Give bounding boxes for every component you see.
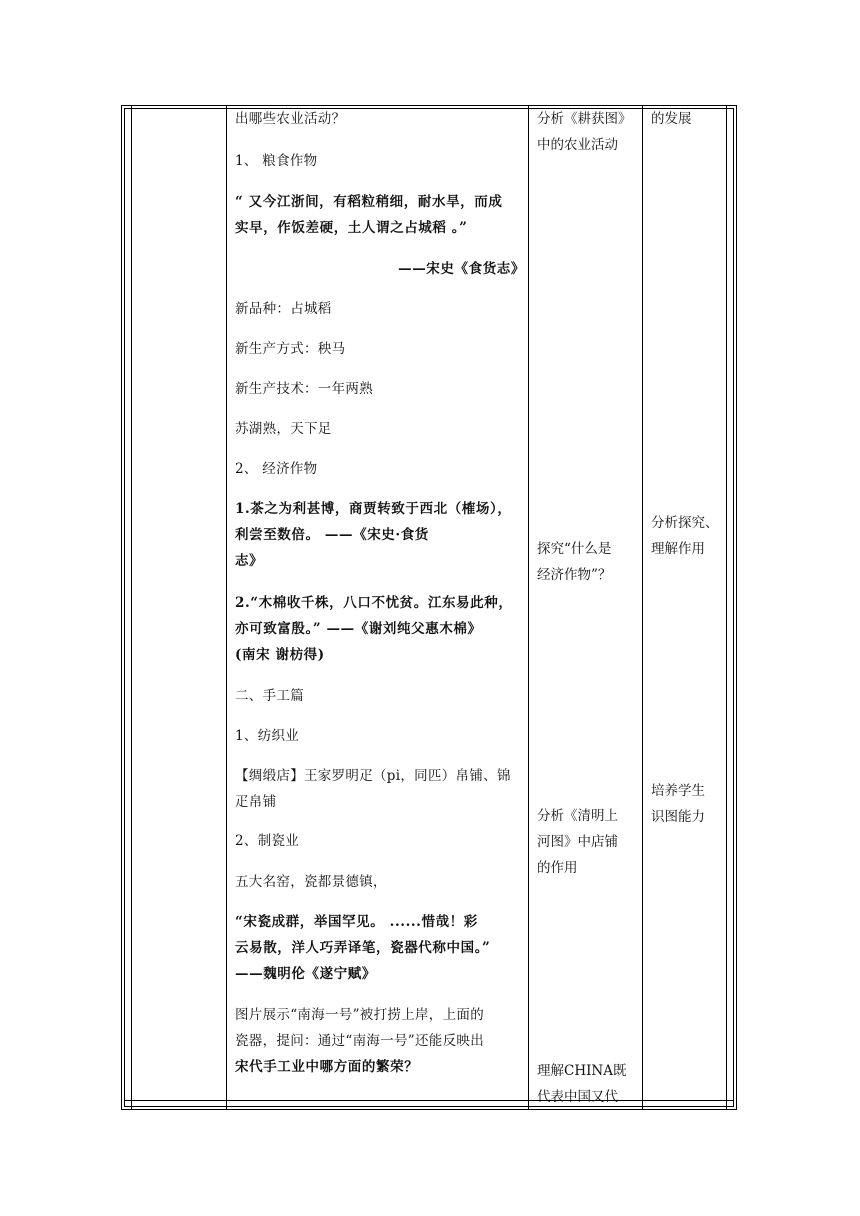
activity-note: 探究“什么是 (537, 541, 612, 557)
column-divider (131, 106, 132, 1109)
quote-line: 云易散，洋人巧弄译笔，瓷器代称中国。” (235, 940, 491, 956)
intent-note: 培养学生 (651, 783, 705, 799)
activity-note: 代表中国又代 (537, 1089, 618, 1105)
quote-line: 利尝至数倍。 ——《宋史·食货 (235, 527, 429, 543)
text-item: 新生产方式：秧马 (235, 341, 346, 357)
text-item: 苏湖熟，天下足 (235, 421, 332, 437)
quote-line: “ 又今江浙间，有稻粒稍细，耐水旱，而成 (235, 194, 503, 210)
quote-line: (南宋 谢枋得) (235, 647, 325, 663)
heading-porcelain: 2、制瓷业 (235, 833, 300, 849)
lesson-plan-table (121, 105, 737, 1110)
heading-handicraft: 二、手工篇 (235, 688, 304, 704)
text-item: 五大名窑，瓷都景德镇， (235, 874, 387, 890)
activity-note: 分析《耕获图》 (537, 111, 632, 127)
intent-note: 理解作用 (651, 541, 705, 557)
heading-cash-crops: 2、 经济作物 (235, 461, 318, 477)
column-divider (726, 106, 727, 1109)
text-item: 疋帛铺 (235, 794, 277, 810)
quote-source: ——宋史《食货志》 (398, 261, 525, 277)
quote-line: 亦可致富殷。” ——《谢刘纯父惠木棉》 (235, 621, 482, 637)
intent-note: 识图能力 (651, 809, 705, 825)
activity-note: 的作用 (537, 860, 578, 876)
quote-line: 实早，作饭差硬，土人谓之占城稻 。” (235, 220, 468, 236)
heading-grain-crops: 1、 粮食作物 (235, 153, 318, 169)
quote-line: 2.“木棉收千株，八口不忧贫。江东易此种， (235, 595, 513, 611)
quote-line: 1.茶之为利甚博，商贾转致于西北（榷场）， (235, 501, 512, 517)
quote-line: 志》 (235, 553, 264, 569)
text-question: 出哪些农业活动？ (235, 111, 346, 127)
activity-note: 河图》中店铺 (537, 834, 618, 850)
activity-note: 中的农业活动 (537, 137, 618, 153)
column-divider (528, 106, 529, 1109)
intent-note: 的发展 (651, 111, 692, 127)
column-divider (642, 106, 643, 1109)
activity-note: 分析《清明上 (537, 808, 618, 824)
text-question-bold: 宋代手工业中哪方面的繁荣？ (235, 1059, 419, 1075)
text-item: 新生产技术：一年两熟 (235, 381, 373, 397)
heading-textile: 1、纺织业 (235, 728, 300, 744)
text-item: 图片展示“南海一号”被打捞上岸，上面的 (235, 1007, 485, 1023)
quote-line: “宋瓷成群，举国罕见。 ......惜哉！彩 (235, 914, 478, 930)
text-item: 瓷器，提问：通过“南海一号”还能反映出 (235, 1033, 485, 1049)
intent-note: 分析探究、 (651, 515, 719, 531)
row-divider (124, 1100, 734, 1101)
activity-note: 理解CHINA既 (537, 1063, 627, 1079)
activity-note: 经济作物”？ (537, 567, 612, 583)
text-item: 新品种：占城稻 (235, 301, 332, 317)
quote-source: ——魏明伦《遂宁赋》 (235, 966, 376, 982)
column-divider (226, 106, 227, 1109)
text-item: 【绸缎店】王家罗明疋（pi，同匹）帛铺、锦 (235, 768, 511, 784)
